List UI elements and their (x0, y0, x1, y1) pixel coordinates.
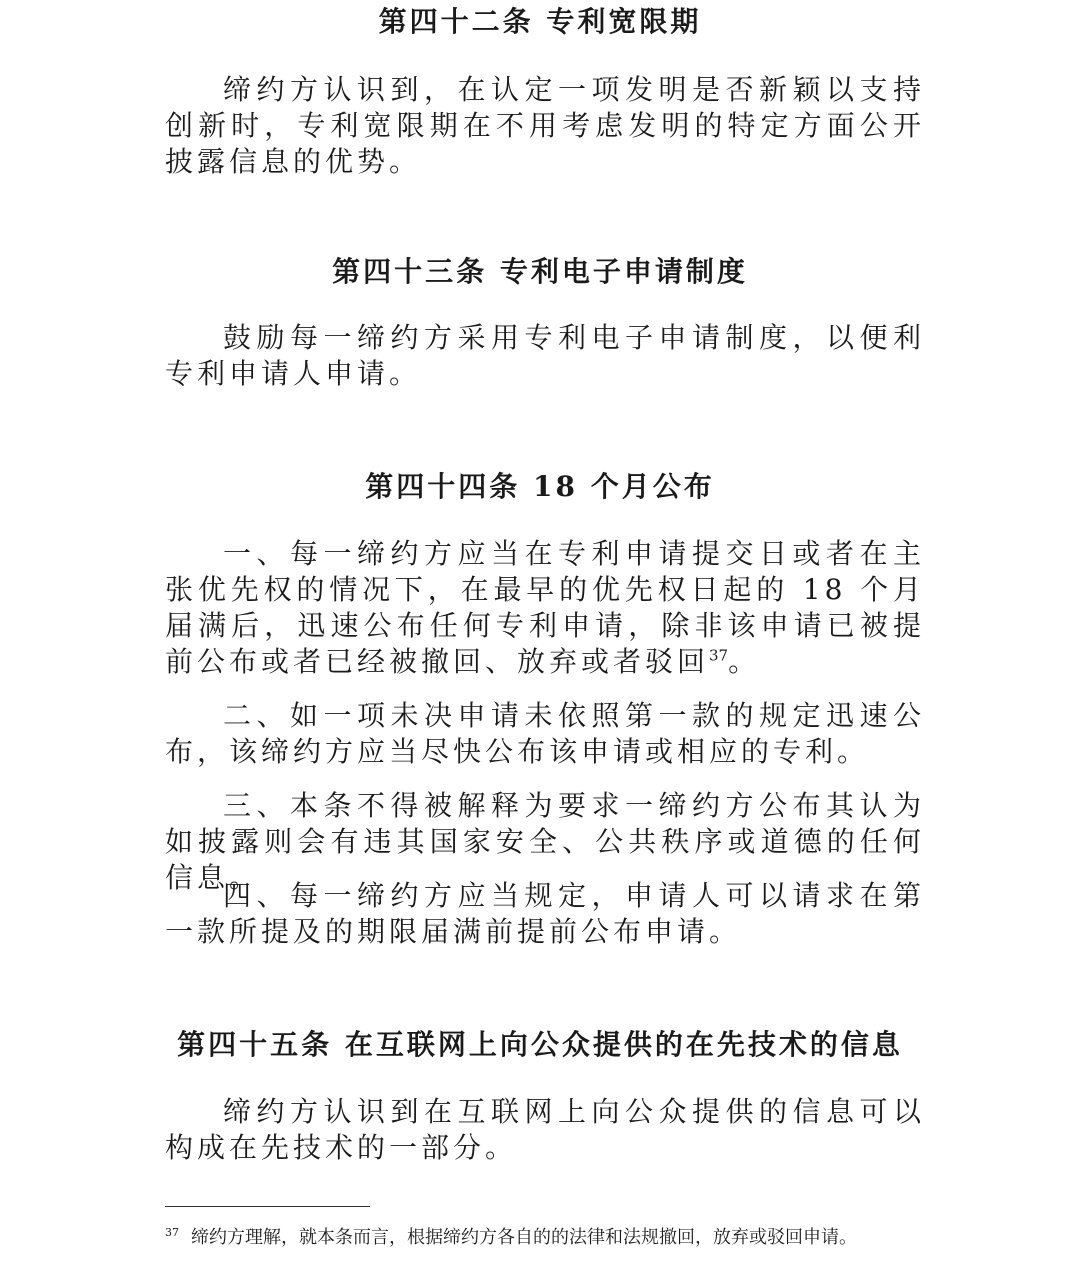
article-43-paragraph: 鼓励每一缔约方采用专利电子申请制度，以便利专利申请人申请。 (165, 321, 925, 390)
paragraph-text: 一、每一缔约方应当在专利申请提交日或者在主张优先权的情况下，在最早的优先权日起的 18 个月届满后，迅速公布任何专利申请，除非该申请已被提前公布或者已经被撤回、放弃或者驳回 (165, 537, 925, 678)
article-44-paragraph-3: 三、本条不得被解释为要求一缔约方公布其认为如披露则会有违其国家安全、公共秩序或道德的任何信息。 (165, 789, 925, 894)
article-44-paragraph-4: 四、每一缔约方应当规定，申请人可以请求在第一款所提及的期限届满前提前公布申请。 (165, 879, 925, 948)
article-45-paragraph: 缔约方认识到在互联网上向公众提供的信息可以构成在先技术的一部分。 (165, 1095, 925, 1164)
article-43-title: 第四十三条 专利电子申请制度 (332, 255, 748, 288)
footnote-number: 37 (165, 1226, 179, 1239)
footnote-text: 缔约方理解，就本条而言，根据缔约方各自的的法律和法规撤回，放弃或驳回申请。 (191, 1227, 857, 1248)
footnote-ref-37[interactable]: 37 (709, 646, 729, 665)
article-44-paragraph-1 (165, 536, 925, 680)
article-45-title: 第四十五条 在互联网上向公众提供的在先技术的信息 (177, 1028, 903, 1061)
article-42-paragraph: 缔约方认识到，在认定一项发明是否新颖以支持创新时，专利宽限期在不用考虑发明的特定方面公开披露信息的优势。 (165, 73, 925, 178)
article-42-title: 第四十二条 专利宽限期 (378, 5, 702, 38)
article-44-paragraph-2: 二、如一项未决申请未依照第一款的规定迅速公布，该缔约方应当尽快公布该申请或相应的专利。 (165, 699, 925, 768)
paragraph-end: 。 (728, 645, 761, 678)
footnote-37 (165, 1226, 945, 1250)
footnote-divider (165, 1206, 370, 1207)
article-44-title: 第四十四条 18 个月公布 (365, 470, 715, 503)
